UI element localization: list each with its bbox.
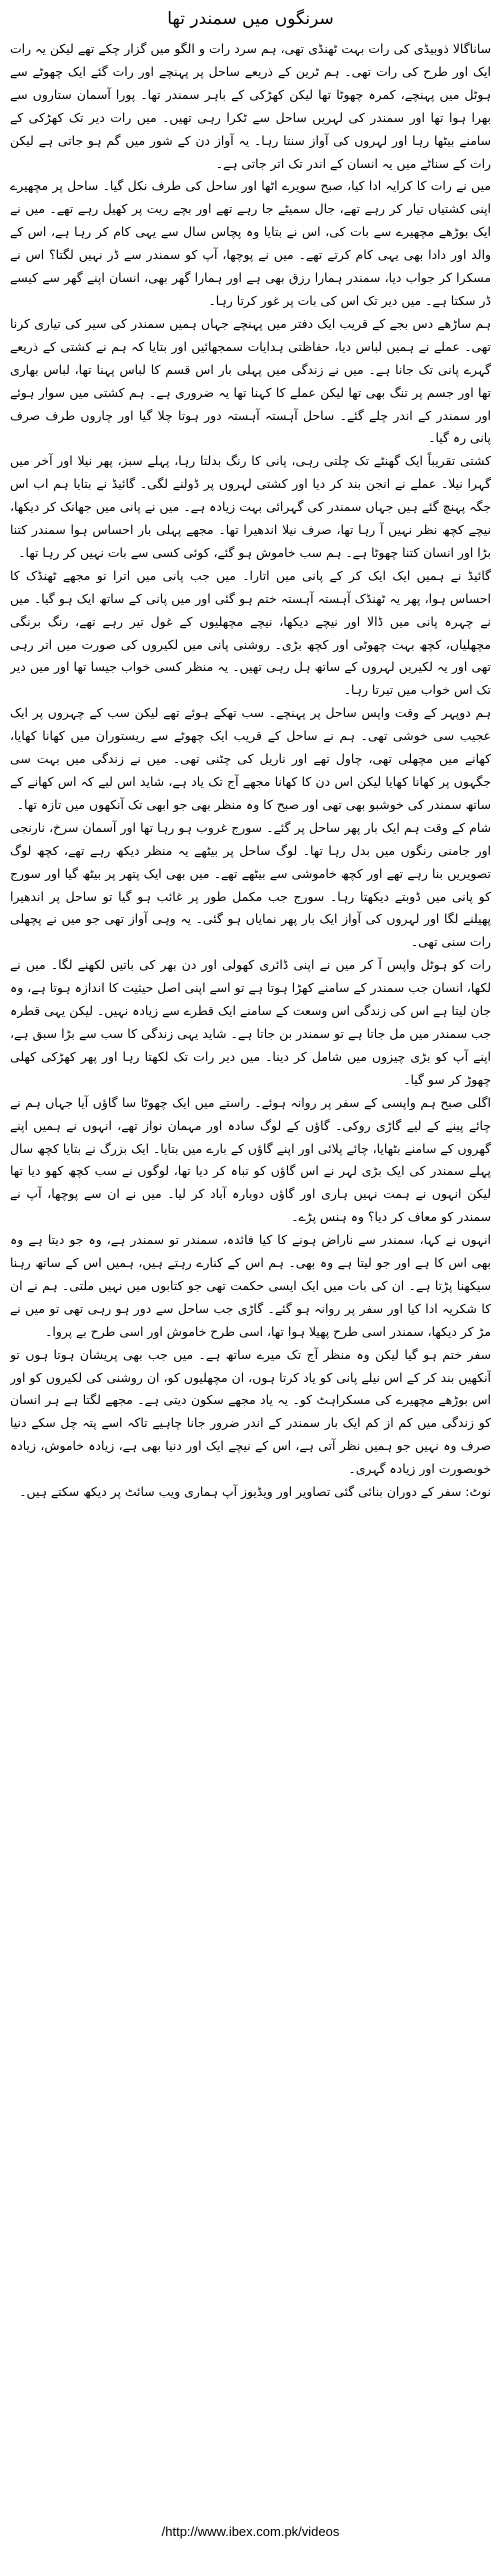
article-paragraph: کشتی تقریباً ایک گھنٹے تک چلتی رہی، پانی کا رنگ بدلتا رہا، پہلے سبز، پھر نیلا اور آخر میں گہرا نیلا۔ عملے نے انجن بند کر دیا اور کشتی لہروں پر ڈولنے لگی۔ گائیڈ نے بتایا ہم اب اس جگہ پہنچ گئے ہیں جہاں سمندر کی گہرائی بہت زیادہ ہے۔ میں نے پانی میں جھانک کر دیکھا، نیچے کچھ نظر نہیں آ رہا تھا، صرف نیلا اندھیرا تھا۔ مجھے پہلی بار احساس ہوا سمندر کتنا بڑا اور انسان کتنا چھوٹا ہے۔ ہم سب خاموش ہو گئے، کوئی کسی سے بات نہیں کر رہا تھا۔ <box>10 453 491 560</box>
article-body <box>10 38 491 2498</box>
article-paragraph: سفر ختم ہو گیا لیکن وہ منظر آج تک میرے ساتھ ہے۔ میں جب بھی پریشان ہوتا ہوں تو آنکھیں بند کر کے اس نیلے پانی کو یاد کرتا ہوں، ان مچھلیوں کو، ان روشنی کی لکیروں کو اور اس بوڑھے مچھیرے کی مسکراہٹ کو۔ یہ یاد مجھے سکون دیتی ہے۔ مجھے لگتا ہے ہر انسان کو زندگی میں کم از کم ایک بار سمندر کے اندر ضرور جانا چاہیے تاکہ اسے پتہ چل سکے دنیا صرف وہ نہیں جو ہمیں نظر آتی ہے، اس کے نیچے ایک اور دنیا بھی ہے، زیادہ خاموش، زیادہ خوبصورت اور زیادہ گہری۔ <box>10 1346 491 1477</box>
article-paragraph: ہم ساڑھے دس بجے کے قریب ایک دفتر میں پہنچے جہاں ہمیں سمندر کی سیر کی تیاری کرنا تھی۔ عملے نے ہمیں لباس دیا، حفاظتی ہدایات سمجھائیں اور بتایا کہ ہم نے کشتی کے ذریعے گہرے پانی تک جانا ہے۔ میں نے زندگی میں پہلی بار اس قسم کا لباس پہنا تھا، لباس بھاری تھا اور جسم پر تنگ بھی تھا لیکن عملے کا کہنا تھا یہ ضروری ہے۔ ہم کشتی میں سوار ہوئے اور سمندر کے اندر چلے گئے۔ ساحل آہستہ آہستہ دور ہوتا چلا گیا اور چاروں طرف صرف پانی رہ گیا۔ <box>10 315 491 446</box>
article-paragraph: شام کے وقت ہم ایک بار پھر ساحل پر گئے۔ سورج غروب ہو رہا تھا اور آسمان سرخ، نارنجی اور جامنی رنگوں میں بدل رہا تھا۔ لوگ ساحل پر بیٹھے یہ منظر دیکھ رہے تھے، کچھ لوگ تصویریں بنا رہے تھے اور کچھ خاموشی سے بیٹھے تھے۔ میں بھی ایک پتھر پر بیٹھ گیا اور سورج کو پانی میں ڈوبتے دیکھتا رہا۔ سورج جب مکمل طور پر غائب ہو گیا تو ساحل پر اندھیرا پھیلنے لگا اور لہروں کی آواز ایک بار پھر نمایاں ہو گئی۔ یہ وہی آواز تھی جو میں نے پچھلی رات سنی تھی۔ <box>10 819 491 950</box>
source-link[interactable]: /http://www.ibex.com.pk/videos <box>161 2524 340 2539</box>
article-paragraph: ساناگالا ذوبیڈی کی رات بہت ٹھنڈی تھی، ہم سرد رات و الگو میں گزار چکے تھے لیکن یہ رات ایک اور طرح کی رات تھی۔ ہم ٹرین کے ذریعے ساحل پر پہنچے اور رات گئے ایک چھوٹے سے ہوٹل میں پہنچے، کمرہ چھوٹا تھا لیکن کھڑکی کے باہر سمندر تھا۔ پورا آسمان ستاروں سے بھرا ہوا تھا اور سمندر کی لہریں ساحل سے ٹکرا رہی تھیں۔ میں رات دیر تک کھڑکی کے سامنے بیٹھا رہا اور لہروں کی آواز سنتا رہا۔ یہ آواز دن کے شور میں گم ہو جاتی ہے لیکن رات کے سناٹے میں یہ انسان کے اندر تک اتر جاتی ہے۔ <box>10 41 491 171</box>
article-paragraph: ہم دوپہر کے وقت واپس ساحل پر پہنچے۔ سب تھکے ہوئے تھے لیکن سب کے چہروں پر ایک عجیب سی خوشی تھی۔ ہم نے ساحل کے قریب ایک چھوٹے سے ریستوران میں کھانا کھایا، کھانے میں مچھلی تھی، چاول تھے اور ناریل کی چٹنی تھی۔ میں نے زندگی میں بہت سی جگہوں پر کھانا کھایا لیکن اس دن کا کھانا مجھے آج تک یاد ہے، شاید اس لیے کہ اس کھانے کے ساتھ سمندر کی خوشبو بھی تھی اور صبح کا وہ منظر بھی جو ابھی تک آنکھوں میں تازہ تھا۔ <box>10 705 491 812</box>
article-note: نوٹ: سفر کے دوران بنائی گئی تصاویر اور ویڈیوز آپ ہماری ویب سائٹ پر دیکھ سکتے ہیں۔ <box>19 1484 491 1500</box>
article-paragraph: انہوں نے کہا، سمندر سے ناراض ہونے کا کیا فائدہ، سمندر تو سمندر ہے، وہ جو دیتا ہے وہ بھی اس کا ہے اور جو لیتا ہے وہ بھی۔ ہم اس کے کنارے رہتے ہیں، ہمیں اس کے ساتھ رہنا سیکھنا پڑتا ہے۔ ان کی بات میں ایک ایسی حکمت تھی جو کتابوں میں نہیں ملتی۔ ہم نے ان کا شکریہ ادا کیا اور سفر پر روانہ ہو گئے۔ گاڑی جب ساحل سے دور ہو رہی تھی تو میں نے مڑ کر دیکھا، سمندر اسی طرح پھیلا ہوا تھا، اسی طرح خاموش اور اسی طرح بے پروا۔ <box>10 1232 491 1339</box>
article-paragraph: میں نے رات کا کرایہ ادا کیا، صبح سویرے اٹھا اور ساحل کی طرف نکل گیا۔ ساحل پر مچھیرے اپنی کشتیاں تیار کر رہے تھے، جال سمیٹے جا رہے تھے اور بچے ریت پر کھیل رہے تھے۔ میں نے ایک بوڑھے مچھیرے سے بات کی، اس نے بتایا وہ پچاس سال سے یہی کام کر رہا ہے، اس کے والد اور دادا بھی یہی کام کرتے تھے۔ میں نے پوچھا، آپ کو سمندر سے ڈر نہیں لگتا؟ اس نے مسکرا کر جواب دیا، سمندر ہمارا رزق بھی ہے اور ہمارا گھر بھی، انسان اپنے گھر سے کیسے ڈر سکتا ہے۔ میں دیر تک اس کی بات پر غور کرتا رہا۔ <box>10 178 491 308</box>
article-paragraph: رات کو ہوٹل واپس آ کر میں نے اپنی ڈائری کھولی اور دن بھر کی باتیں لکھنے لگا۔ میں نے لکھا، انسان جب سمندر کے سامنے کھڑا ہوتا ہے تو اسے اپنی اصل حیثیت کا اندازہ ہوتا ہے، وہ جان لیتا ہے اس کی زندگی اس وسعت کے سامنے ایک قطرے سے زیادہ نہیں۔ لیکن یہی قطرہ جب سمندر میں مل جاتا ہے تو سمندر بن جاتا ہے۔ شاید یہی زندگی کا سب سے بڑا سبق ہے، اپنے آپ کو بڑی چیزوں میں شامل کر دینا۔ میں دیر رات تک لکھتا رہا اور پھر کھڑکی کھلی چھوڑ کر سو گیا۔ <box>10 957 491 1087</box>
article-paragraph: اگلی صبح ہم واپسی کے سفر پر روانہ ہوئے۔ راستے میں ایک چھوٹا سا گاؤں آیا جہاں ہم نے چائے پینے کے لیے گاڑی روکی۔ گاؤں کے لوگ سادہ اور مہمان نواز تھے، انہوں نے ہمیں اپنے گھروں کے سامنے بٹھایا، چائے پلائی اور اپنے گاؤں کے بارے میں بتایا۔ ایک بزرگ نے بتایا کچھ سال پہلے سمندر کی ایک بڑی لہر نے اس گاؤں کو تباہ کر دیا تھا، لوگوں نے سب کچھ کھو دیا تھا لیکن انہوں نے ہمت نہیں ہاری اور گاؤں دوبارہ آباد کر لیا۔ میں نے ان سے پوچھا، آپ نے سمندر کو معاف کر دیا؟ وہ ہنس پڑے۔ <box>10 1094 491 1225</box>
article-title: سرنگوں میں سمندر تھا <box>167 9 334 29</box>
article-paragraph: گائیڈ نے ہمیں ایک ایک کر کے پانی میں اتارا۔ میں جب پانی میں اترا تو مجھے ٹھنڈک کا احساس ہوا، پھر یہ ٹھنڈک آہستہ آہستہ ختم ہو گئی اور میں پانی کے ساتھ ایک ہو گیا۔ میں نے چہرہ پانی میں ڈالا اور نیچے دیکھا، نیچے مچھلیوں کے غول تیر رہے تھے، رنگ برنگی مچھلیاں، کچھ بہت چھوٹی اور کچھ بڑی۔ روشنی پانی میں لکیروں کی صورت میں اتر رہی تھی اور یہ لکیریں لہروں کے ساتھ ہل رہی تھیں۔ یہ منظر کسی خواب جیسا تھا اور میں دیر تک اس خواب میں تیرتا رہا۔ <box>10 567 491 698</box>
